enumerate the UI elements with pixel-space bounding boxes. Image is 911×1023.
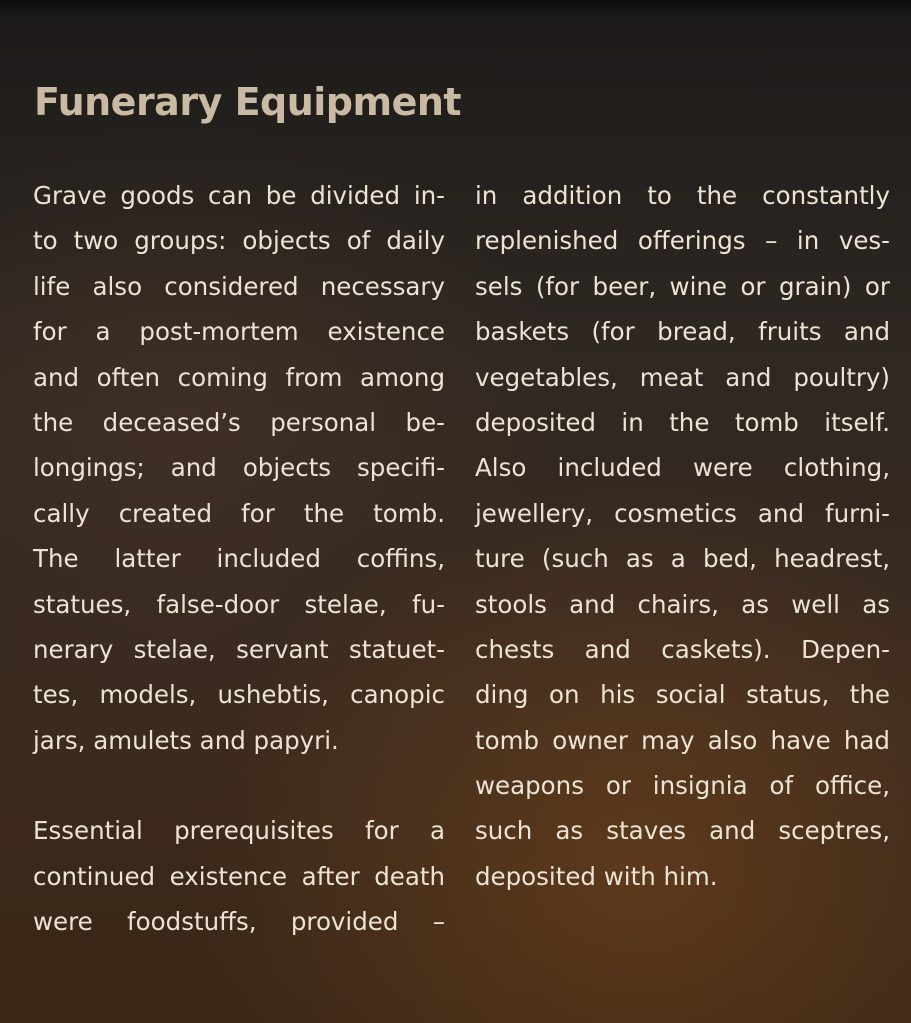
text-line: stools and chairs, as well as xyxy=(475,589,890,619)
text-line: ding on his social status, the xyxy=(475,680,890,710)
paragraph-gap xyxy=(33,763,445,808)
text-line: vegetables, meat and poultry) xyxy=(475,362,890,392)
text-line: deposited in the tomb itself. xyxy=(475,407,890,437)
text-line: Also included were clothing, xyxy=(475,453,890,483)
text-line: chests and caskets). Depen- xyxy=(475,634,890,664)
text-line: life also considered necessary xyxy=(33,271,445,301)
text-line: nerary stelae, servant statuet- xyxy=(33,634,445,664)
text-line: in addition to the constantly xyxy=(475,181,890,210)
text-line: deposited with him. xyxy=(475,861,718,891)
text-line: longings; and objects specifi- xyxy=(33,453,445,483)
text-line: tomb owner may also have had xyxy=(475,725,890,755)
left-text-column xyxy=(33,173,445,945)
text-line: jewellery, cosmetics and furni- xyxy=(475,498,890,528)
text-line: Essential prerequisites for a xyxy=(33,816,445,846)
text-line: were foodstuffs, provided – xyxy=(33,907,445,937)
panel-top-edge xyxy=(0,0,911,16)
text-line: weapons or insignia of office, xyxy=(475,771,890,801)
text-line: ture (such as a bed, headrest, xyxy=(475,544,890,574)
text-line: cally created for the tomb. xyxy=(33,498,445,528)
text-line: such as staves and sceptres, xyxy=(475,816,890,846)
right-text-column xyxy=(475,173,890,899)
text-line: baskets (for bread, fruits and xyxy=(475,317,890,347)
text-line: the deceased’s personal be- xyxy=(33,407,445,437)
text-line: tes, models, ushebtis, canopic xyxy=(33,680,445,710)
text-line: statues, false-door stelae, fu- xyxy=(33,589,445,619)
text-line: and often coming from among xyxy=(33,362,445,392)
text-line: The latter included coffins, xyxy=(33,544,445,574)
text-line: sels (for beer, wine or grain) or xyxy=(475,271,890,301)
panel-title: Funerary Equipment xyxy=(34,80,462,124)
text-line: continued existence after death xyxy=(33,861,445,891)
text-line: to two groups: objects of daily xyxy=(33,226,445,256)
text-line: Grave goods can be divided in- xyxy=(33,181,445,210)
text-line: replenished offerings – in ves- xyxy=(475,226,890,256)
text-line: for a post-mortem existence xyxy=(33,317,445,347)
text-line: jars, amulets and papyri. xyxy=(33,725,339,755)
